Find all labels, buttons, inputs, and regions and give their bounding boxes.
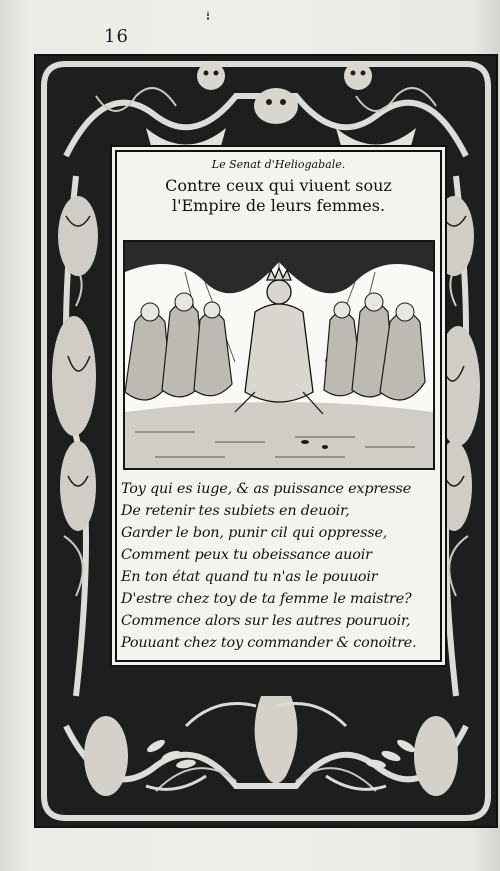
emblem-title-line-1: Contre ceux qui viuent souz [165, 176, 392, 195]
verse-line: Commence alors sur les autres pouruoir, [121, 613, 411, 629]
emblem-title-line-2: l'Empire de leurs femmes. [171, 196, 386, 215]
verse-line: En ton état quand tu n'as le pouuoir [121, 569, 378, 585]
verse-line: D'estre chez toy de ta femme le maistre? [121, 591, 412, 607]
verse-line: Garder le bon, punir cil qui oppresse, [121, 525, 388, 541]
text-panel [117, 152, 440, 660]
verse-line: Comment peux tu obeissance auoir [121, 547, 372, 563]
verse-line: Toy qui es iuge, & as puissance expresse [121, 481, 412, 497]
ink-speck [205, 10, 211, 20]
verse-line: De retenir tes subiets en deuoir, [121, 503, 350, 519]
woodcut-illustration [123, 240, 435, 470]
emblem-caption: Le Senat d'Heliogabale. [211, 158, 346, 171]
page-number: 16 [104, 26, 129, 47]
verse-line: Pouuant chez toy commander & conoitre. [121, 635, 417, 651]
senate-scene [125, 242, 433, 468]
verse-stanza [121, 478, 437, 654]
